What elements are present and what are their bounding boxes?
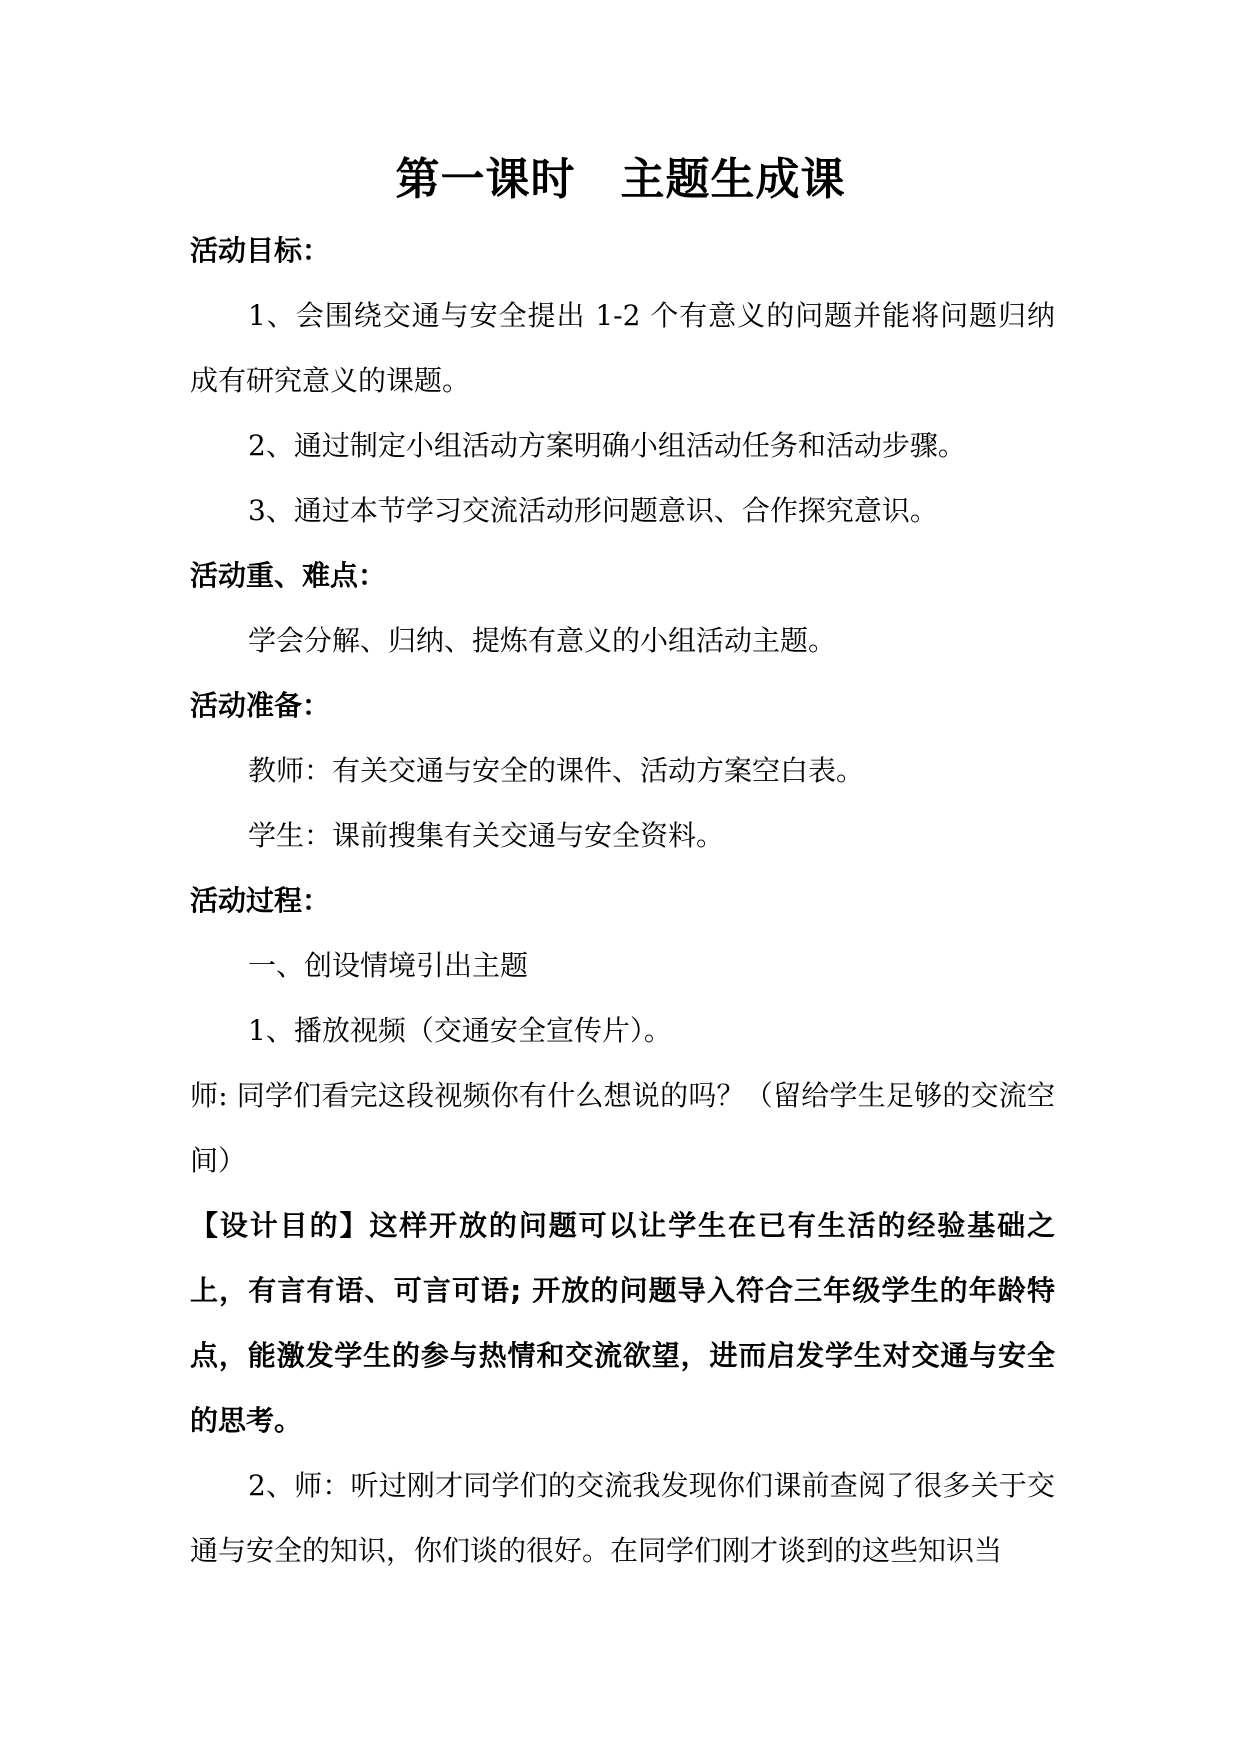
goal-item-3: 3、通过本节学习交流活动形问题意识、合作探究意识。 [248,494,938,527]
page-title: 第一课时 主题生成课 [395,154,846,205]
key-points-heading: 活动重、难点： [190,559,387,592]
prep-student: 学生：课前搜集有关交通与安全资料。 [248,819,725,852]
process-heading: 活动过程： [190,884,331,917]
design-purpose: 【设计目的】这样开放的问题可以让学生在已有生活的经验基础之上，有言有语、可言可语; 开放的问题导入符合三年级学生的年龄特点，能激发学生的参与热情和交流欲望，进而启发学生对交通与安全的思考。 [190,1209,1055,1437]
key-points-text: 学会分解、归纳、提炼有意义的小组活动主题。 [248,624,837,657]
prep-teacher: 教师：有关交通与安全的课件、活动方案空白表。 [248,754,865,787]
goal-item-1: 1、会围绕交通与安全提出 1-2 个有意义的问题并能将问题归纳成有研究意义的课题。 [190,299,1055,397]
document-body [190,218,1055,1583]
step-one-item-1: 1、播放视频（交通安全宣传片）。 [248,1014,672,1047]
prep-heading: 活动准备： [190,689,331,722]
goal-item-2: 2、通过制定小组活动方案明确小组活动任务和活动步骤。 [248,429,966,462]
teacher-question: 师: 同学们看完这段视频你有什么想说的吗？（留给学生足够的交流空间） [190,1079,1055,1177]
step-one-heading: 一、创设情境引出主题 [248,949,529,982]
step-one-item-2: 2、师：听过刚才同学们的交流我发现你们课前查阅了很多关于交通与安全的知识，你们谈的很好。在同学们刚才谈到的这些知识当 [190,1469,1055,1567]
goals-heading: 活动目标： [190,234,331,267]
